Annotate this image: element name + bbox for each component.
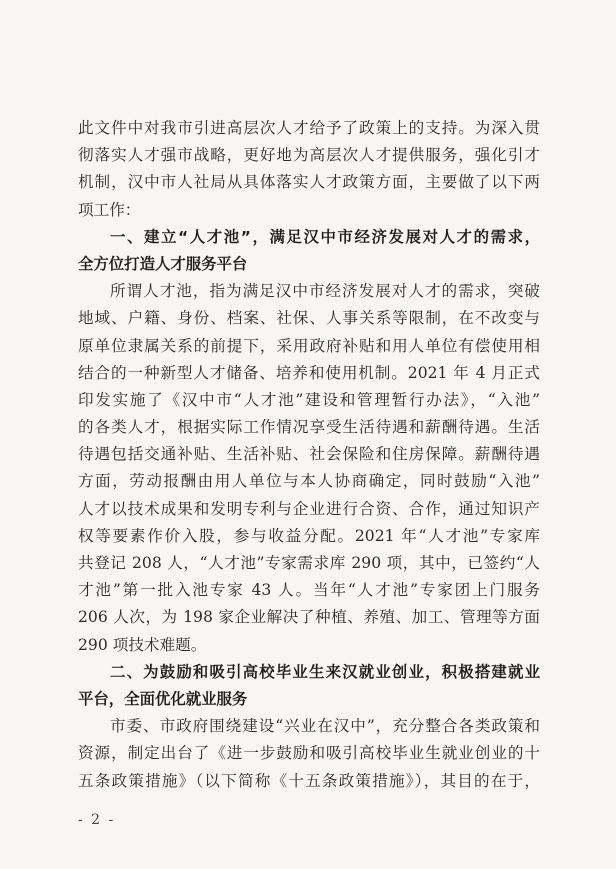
- body-line: 原单位隶属关系的前提下，采用政府补贴和用人单位有偿使用相: [78, 336, 540, 355]
- section-heading-1: 一、建立“人才池”，满足汉中市经济发展对人才的需求，: [110, 227, 540, 246]
- document-body: [78, 115, 540, 795]
- body-line: 彻落实人才强市战略，更好地为高层次人才提供服务，强化引才: [78, 146, 540, 165]
- body-line: 印发实施了《汉中市“人才池”建设和管理暂行办法》，“入池”: [78, 390, 540, 409]
- body-line: 项工作：: [78, 200, 141, 219]
- body-line: 五条政策措施》（以下简称《十五条政策措施》），其目的在于，: [78, 771, 540, 790]
- body-line: 地域、户籍、身份、档案、社保、人事关系等限制，在不改变与: [78, 309, 540, 328]
- body-line: 才池”第一批入池专家 43 人。当年“人才池”专家团上门服务: [78, 581, 540, 600]
- body-line: 结合的一种新型人才储备、培养和使用机制。2021 年 4 月正式: [78, 363, 540, 382]
- body-line: 所谓人才池，指为满足汉中市经济发展对人才的需求，突破: [110, 282, 540, 301]
- body-line: 的各类人才，根据实际工作情况享受生活待遇和薪酬待遇。生活: [78, 418, 540, 437]
- body-line: 此文件中对我市引进高层次人才给予了政策上的支持。为深入贯: [78, 119, 540, 137]
- section-heading-2-cont: 平台，全面优化就业服务: [78, 689, 248, 708]
- body-line: 290 项技术难题。: [78, 635, 207, 654]
- page-number: - 2 -: [78, 812, 116, 828]
- body-line: 资源，制定出台了《进一步鼓励和吸引高校毕业生就业创业的十: [78, 744, 540, 763]
- section-heading-2: 二、为鼓励和吸引高校毕业生来汉就业创业，积极搭建就业: [110, 662, 540, 681]
- body-line: 机制，汉中市人社局从具体落实人才政策方面，主要做了以下两: [78, 173, 540, 192]
- body-line: 206 人次，为 198 家企业解决了种植、养殖、加工、管理等方面: [78, 608, 540, 627]
- body-line: 人才以技术成果和发明专利与企业进行合资、合作，通过知识产: [78, 499, 540, 518]
- body-line: 方面，劳动报酬由用人单位与本人协商确定，同时鼓励“入池”: [78, 472, 540, 491]
- body-line: 共登记 208 人，“人才池”专家需求库 290 项，其中，已签约“人: [78, 554, 540, 572]
- body-line: 待遇包括交通补贴、生活补贴、社会保险和住房保障。薪酬待遇: [78, 445, 540, 464]
- body-line: 权等要素作价入股，参与收益分配。2021 年“人才池”专家库: [78, 526, 540, 545]
- section-heading-1-cont: 全方位打造人才服务平台: [78, 254, 248, 273]
- body-line: 市委、市政府围绕建设“兴业在汉中”，充分整合各类政策和: [110, 717, 540, 736]
